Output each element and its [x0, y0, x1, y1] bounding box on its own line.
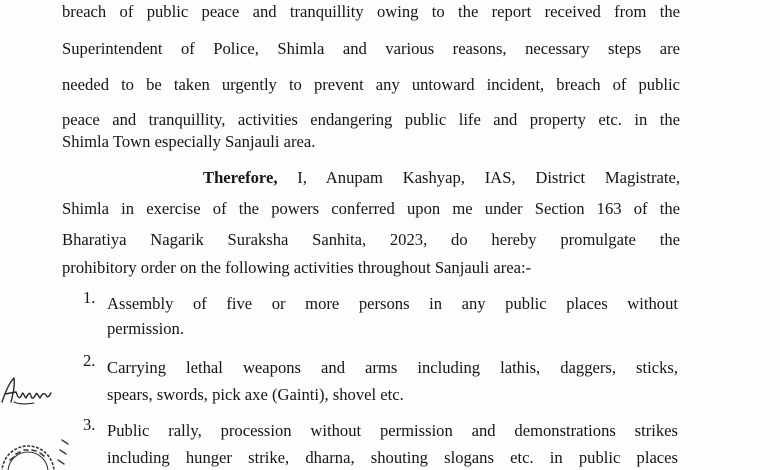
item-2-line-2: spears, swords, pick axe (Gainti), shovel etc. — [107, 385, 404, 404]
item-2-line-1: Carrying lethal weapons and arms including lathis, daggers, sticks, — [107, 358, 678, 377]
paragraph-1-line-4: peace and tranquillity, activities endangering public life and property etc. in the — [62, 110, 680, 129]
item-3-line-1: Public rally, procession without permission and demonstrations strikes — [107, 421, 678, 440]
paragraph-1-line-5: Shimla Town especially Sanjauli area. — [62, 132, 316, 151]
paragraph-1-line-2: Superintendent of Police, Shimla and various reasons, necessary steps are — [62, 39, 680, 58]
paragraph-1-line-1: breach of public peace and tranquillity owing to the report received from the — [62, 2, 680, 21]
therefore-lead: Therefore, — [203, 168, 278, 187]
item-2-number: 2. — [83, 351, 96, 370]
item-3-number: 3. — [83, 415, 96, 434]
paragraph-2-line-1 — [203, 167, 680, 189]
official-seal-image — [0, 430, 70, 470]
item-1-line-2: permission. — [107, 319, 184, 338]
paragraph-1-line-3: needed to be taken urgently to prevent any untoward incident, breach of public — [62, 75, 680, 94]
paragraph-2-line-4: prohibitory order on the following activities throughout Sanjauli area:- — [62, 258, 532, 277]
paragraph-2-line-2: Shimla in exercise of the powers conferred upon me under Section 163 of the — [62, 199, 680, 218]
paragraph-2-lead-rest: I, Anupam Kashyap, IAS, District Magistrate, — [277, 168, 680, 187]
paragraph-2-line-3: Bharatiya Nagarik Suraksha Sanhita, 2023, do hereby promulgate the — [62, 230, 680, 249]
item-3-line-2: including hunger strike, dharna, shouting slogans etc. in public places — [107, 448, 678, 467]
signature-image — [0, 372, 52, 412]
item-1-line-1: Assembly of five or more persons in any public places without — [107, 294, 678, 313]
item-1-number: 1. — [83, 288, 96, 307]
